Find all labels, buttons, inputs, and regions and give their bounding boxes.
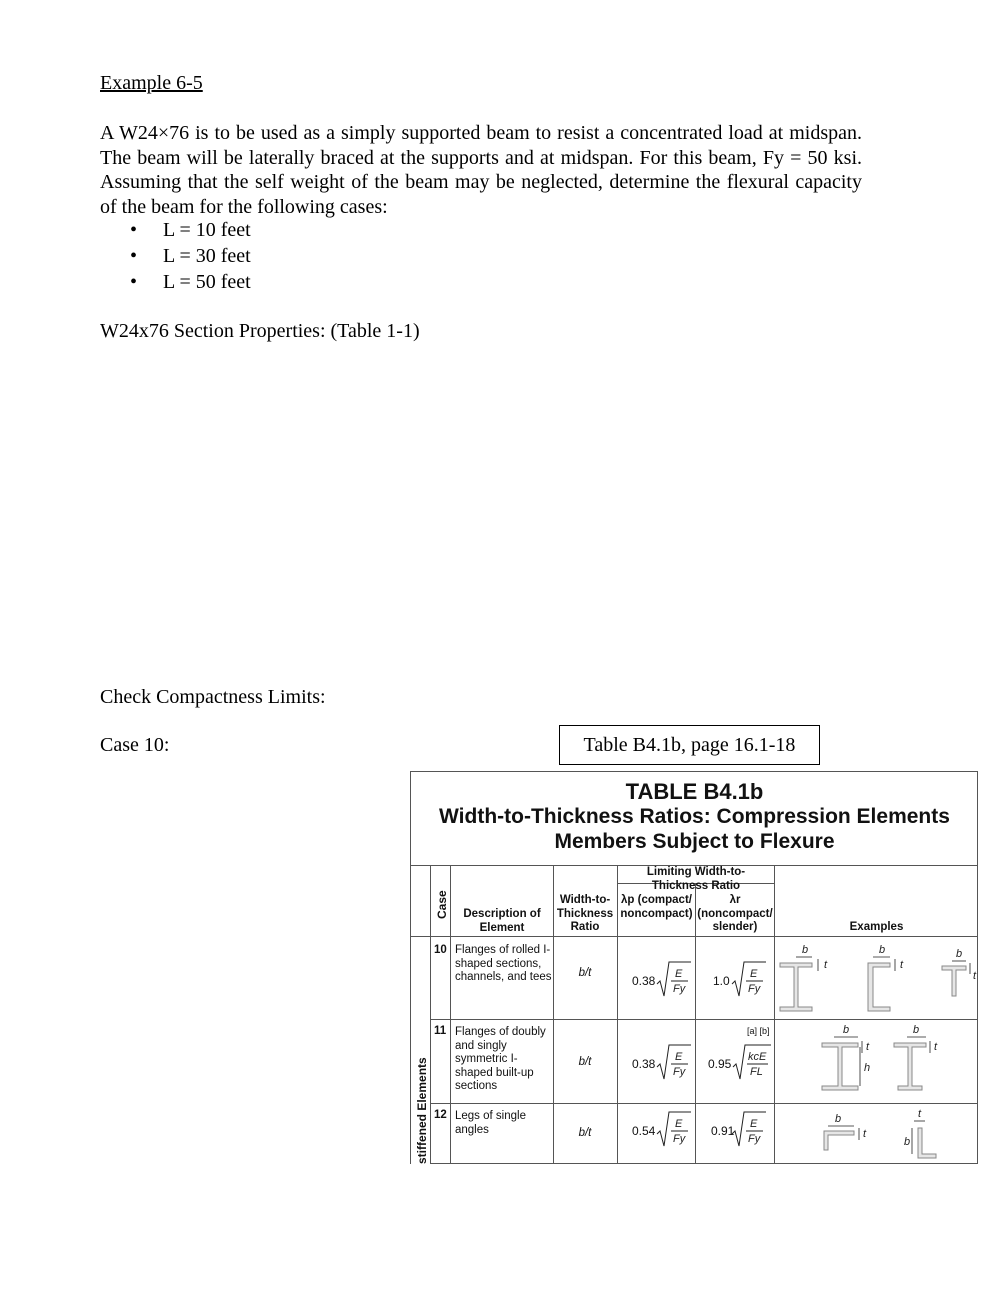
element-description: Legs of single angles <box>455 1110 526 1136</box>
dim-b: b <box>879 944 886 956</box>
bullet-icon: • <box>130 219 138 241</box>
formula-E: E <box>750 968 758 980</box>
case-label: Case 10: <box>100 734 170 756</box>
formula-E: E <box>675 1118 683 1130</box>
dim-t: t <box>824 959 828 971</box>
dim-t: t <box>900 959 904 971</box>
element-description: Flanges of doubly and singly symmetric I-shaped built-up sections <box>455 1026 546 1092</box>
header-lambda-r: λr (noncompact/ slender) <box>697 894 773 933</box>
problem-statement: A W24×76 is to be used as a simply supported beam to resist a concentrated load at midspan. The beam will be laterally braced at the supports and at midspan. For this beam, Fy = 50 ksi. Assuming that the self weight of the beam may be neglected, determine the flexural capacity of the beam for the following cases: <box>100 122 862 218</box>
lambda-r-coefficient: 1.0 <box>713 974 730 988</box>
header-limiting: Limiting Width-to-Thickness Ratio <box>646 866 746 892</box>
channel-shape-icon <box>868 963 890 1011</box>
dim-b: b <box>904 1136 911 1148</box>
section-properties-label: W24x76 Section Properties: (Table 1-1) <box>100 320 420 342</box>
lambda-p-coefficient: 0.38 <box>632 974 656 988</box>
case-number: 10 <box>434 944 447 956</box>
table-subtitle-2: Members Subject to Flexure <box>554 830 835 853</box>
case-text: L = 50 feet <box>163 271 251 293</box>
element-description: Flanges of rolled I-shaped sections, channels, and tees <box>455 944 552 983</box>
header-description: Description of Element <box>463 908 541 934</box>
ratio-value: b/t <box>578 967 592 979</box>
ratio-value: b/t <box>578 1056 592 1068</box>
lambda-p-coefficient: 0.54 <box>632 1124 656 1138</box>
header-case: Case <box>435 890 449 919</box>
formula-E: E <box>675 1051 683 1063</box>
formula-Fy: Fy <box>673 1066 686 1078</box>
compactness-label: Check Compactness Limits: <box>100 686 326 708</box>
angle-shape-icon <box>824 1131 854 1150</box>
table-subtitle: Width-to-Thickness Ratios: Compression Elements <box>439 805 950 828</box>
dim-t: t <box>973 970 977 982</box>
formula-E: E <box>675 968 683 980</box>
tee-shape-icon <box>942 966 966 996</box>
bullet-icon: • <box>130 271 138 293</box>
table-title: TABLE B4.1b <box>625 779 764 804</box>
formula-Fy: Fy <box>748 983 761 995</box>
angle-leg-shape-icon <box>918 1128 936 1158</box>
ratio-value: b/t <box>578 1127 592 1139</box>
formula-radicals <box>410 771 979 1164</box>
rolled-i-shape-icon <box>780 963 812 1011</box>
formula-E: E <box>750 1118 758 1130</box>
formula-FL: FL <box>750 1066 763 1078</box>
dim-b: b <box>956 948 963 960</box>
dim-h: h <box>864 1062 871 1074</box>
dim-b: b <box>835 1113 842 1125</box>
formula-Fy: Fy <box>748 1133 761 1145</box>
header-ratio: Width-to-Thickness Ratio <box>556 894 614 933</box>
table-b41b-figure <box>410 771 979 1164</box>
dim-b: b <box>843 1024 850 1036</box>
case-text: L = 30 feet <box>163 245 251 267</box>
example-title: Example 6-5 <box>100 72 203 94</box>
footnote-ref: [a] [b] <box>747 1026 770 1036</box>
dim-b: b <box>913 1024 920 1036</box>
builtup-i-shape-icon <box>822 1043 858 1090</box>
dim-t: t <box>863 1128 867 1140</box>
lambda-r-coefficient: 0.95 <box>708 1057 732 1071</box>
table-reference-box: Table B4.1b, page 16.1-18 <box>559 725 820 765</box>
case-number: 12 <box>434 1109 447 1121</box>
side-label: stiffened Elements <box>415 1057 429 1164</box>
formula-Fy: Fy <box>673 983 686 995</box>
singly-symmetric-i-shape-icon <box>894 1043 926 1090</box>
formula-Fy: Fy <box>673 1133 686 1145</box>
formula-kcE: kcE <box>748 1051 767 1063</box>
dim-t: t <box>934 1041 938 1053</box>
dim-t: t <box>866 1041 870 1053</box>
dim-b: b <box>802 944 809 956</box>
header-examples: Examples <box>849 921 904 933</box>
case-number: 11 <box>434 1025 447 1037</box>
header-lambda-p: λp (compact/ noncompact) <box>620 894 693 920</box>
bullet-icon: • <box>130 245 138 267</box>
dim-t: t <box>918 1108 922 1120</box>
lambda-r-coefficient: 0.91 <box>711 1124 735 1138</box>
lambda-p-coefficient: 0.38 <box>632 1057 656 1071</box>
case-text: L = 10 feet <box>163 219 251 241</box>
